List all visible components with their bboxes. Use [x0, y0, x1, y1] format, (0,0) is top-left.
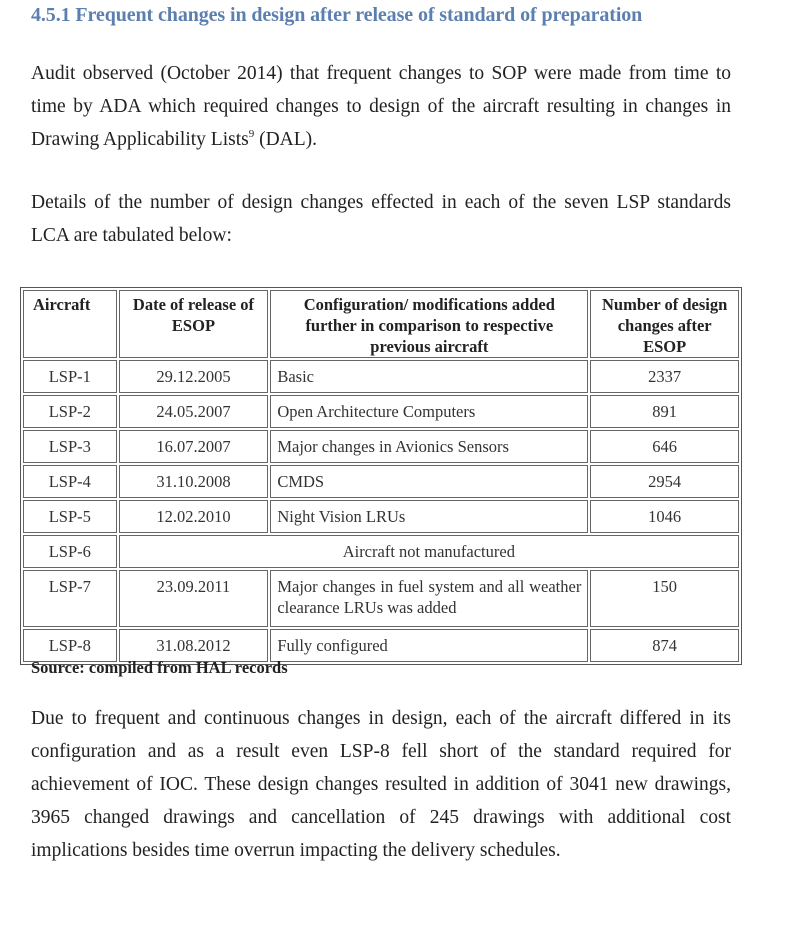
header-number-of-changes: Number of design changes after ESOP [590, 290, 739, 358]
cell-config: Open Architecture Computers [270, 395, 588, 428]
footnote-marker[interactable]: 9 [248, 128, 255, 140]
table-row [23, 395, 739, 428]
cell-changes: 891 [590, 395, 739, 428]
paragraph-conclusion: Due to frequent and continuous changes in design, each of the aircraft differed in its configuration and as a result even LSP-8 fell short of the standard required for achievement of IOC. These design changes resulted in addition of 3041 new drawings, 3965 changed drawings and cancellation of 245 drawings with additional cost implications besides time overrun impacting the delivery schedules. [31, 708, 731, 861]
paragraph-table-intro: Details of the number of design changes effected in each of the seven LSP standards LCA are tabulated below: [31, 192, 731, 246]
cell-date: 24.05.2007 [119, 395, 269, 428]
cell-aircraft: LSP-5 [23, 500, 117, 533]
section-heading: 4.5.1 Frequent changes in design after release of standard of preparation [31, 4, 643, 26]
cell-config: Basic [270, 360, 588, 393]
cell-changes: 2954 [590, 465, 739, 498]
cell-date: 23.09.2011 [119, 570, 269, 627]
cell-config: CMDS [270, 465, 588, 498]
table-row [23, 535, 739, 568]
table-row [23, 360, 739, 393]
cell-aircraft: LSP-2 [23, 395, 117, 428]
cell-merged-note: Aircraft not manufactured [119, 535, 739, 568]
table-row [23, 430, 739, 463]
header-configuration: Configuration/ modifications added further in comparison to respective previous aircraft [270, 290, 588, 358]
table-row [23, 570, 739, 627]
cell-date: 12.02.2010 [119, 500, 269, 533]
design-changes-table [20, 287, 742, 665]
cell-aircraft: LSP-6 [23, 535, 117, 568]
cell-changes: 874 [590, 629, 739, 662]
cell-date: 29.12.2005 [119, 360, 269, 393]
cell-aircraft: LSP-3 [23, 430, 117, 463]
cell-changes: 646 [590, 430, 739, 463]
cell-config: Major changes in fuel system and all weather clearance LRUs was added [270, 570, 588, 627]
table-row [23, 465, 739, 498]
cell-aircraft: LSP-7 [23, 570, 117, 627]
cell-changes: 1046 [590, 500, 739, 533]
cell-config: Fully configured [270, 629, 588, 662]
cell-config: Major changes in Avionics Sensors [270, 430, 588, 463]
paragraph-tail: (DAL). [254, 129, 318, 150]
cell-config: Night Vision LRUs [270, 500, 588, 533]
cell-changes: 2337 [590, 360, 739, 393]
cell-date: 31.08.2012 [119, 629, 269, 662]
cell-date: 31.10.2008 [119, 465, 269, 498]
table-header-row [23, 290, 739, 358]
header-date-of-release: Date of release of ESOP [119, 290, 269, 358]
cell-aircraft: LSP-8 [23, 629, 117, 662]
cell-changes: 150 [590, 570, 739, 627]
paragraph-audit-observation [31, 57, 731, 156]
header-aircraft: Aircraft [23, 290, 117, 358]
cell-date: 16.07.2007 [119, 430, 269, 463]
table-row [23, 500, 739, 533]
cell-aircraft: LSP-1 [23, 360, 117, 393]
table-source-note: Source: compiled from HAL records [31, 658, 288, 677]
cell-aircraft: LSP-4 [23, 465, 117, 498]
paragraph-text: Audit observed (October 2014) that frequent changes to SOP were made from time to time by ADA which required changes to design of the aircraft resulting in changes in Drawing Applicability Lists [31, 63, 731, 150]
